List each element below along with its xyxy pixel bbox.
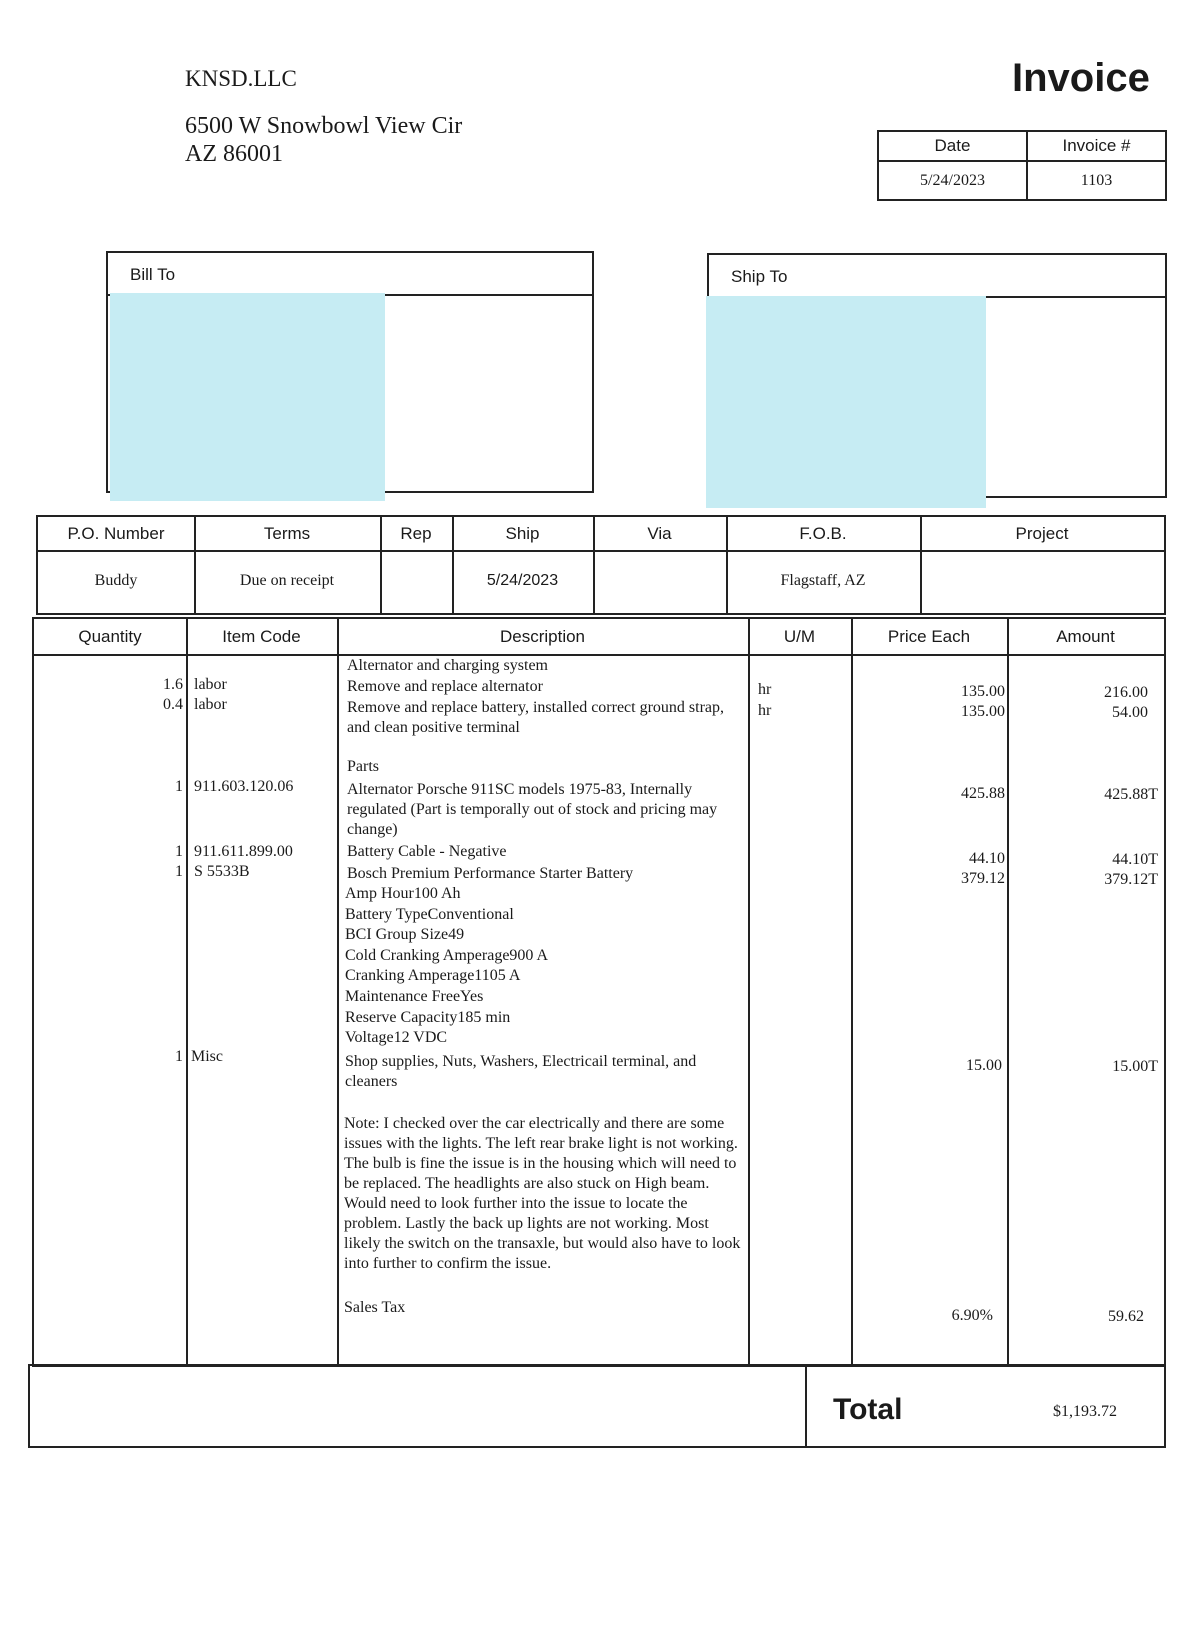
line-item-quantity: 1 [175, 843, 183, 860]
company-address-line1: 6500 W Snowbowl View Cir [185, 113, 463, 139]
line-item-description: Alternator and charging system [347, 657, 548, 674]
line-item-price: 135.00 [961, 683, 1005, 700]
sales-tax-rate: 6.90% [951, 1307, 993, 1324]
line-item-description: Alternator Porsche 911SC models 1975-83, Internally regulated (Part is temporally out of stock and pricing may change) [347, 781, 718, 838]
item-code-header: Item Code [222, 627, 301, 646]
line-item-amount: 216.00 [1104, 684, 1148, 701]
project-header: Project [1015, 524, 1069, 543]
company-address-line2: AZ 86001 [185, 141, 283, 167]
date-column [879, 132, 1028, 199]
ship-date-value: 5/24/2023 [486, 572, 559, 589]
line-item-quantity: 1 [175, 863, 183, 880]
line-item-quantity: 1 [175, 1048, 183, 1065]
line-item-description: BCI Group Size49 [345, 926, 465, 943]
invoice-number-label: Invoice # [1028, 132, 1165, 162]
quantity-header: Quantity [78, 627, 142, 646]
rep-header: Rep [400, 524, 432, 543]
line-item-price: 44.10 [969, 850, 1005, 867]
line-item-code: Misc [191, 1048, 223, 1065]
po-number-header: P.O. Number [67, 524, 165, 543]
line-item-quantity: 0.4 [163, 696, 183, 713]
document-title: Invoice [1012, 56, 1150, 100]
project-value [920, 553, 1164, 613]
line-item-um: hr [758, 702, 772, 719]
total-box [28, 1364, 1166, 1448]
bill-to-redaction [110, 293, 385, 501]
order-info-table [36, 515, 1166, 615]
line-item-amount: 379.12T [1104, 871, 1158, 888]
line-item-code: labor [194, 696, 227, 713]
price-each-header: Price Each [887, 627, 971, 646]
line-item-description: Voltage12 VDC [345, 1029, 448, 1046]
ship-header: Ship [505, 524, 540, 543]
line-item-description: Reserve Capacity185 min [345, 1009, 511, 1026]
line-item-description: Cold Cranking Amperage900 A [345, 947, 549, 964]
po-number-value: Buddy [94, 572, 138, 589]
line-item-price: 425.88 [961, 785, 1005, 802]
amount-header: Amount [1056, 627, 1115, 646]
line-item-price: 15.00 [966, 1057, 1002, 1074]
date-label: Date [879, 132, 1026, 162]
sales-tax-label: Sales Tax [344, 1299, 406, 1316]
invoice-meta-box [877, 130, 1167, 201]
fob-header: F.O.B. [799, 524, 847, 543]
terms-header: Terms [263, 524, 311, 543]
line-item-price: 135.00 [961, 703, 1005, 720]
line-item-description: Remove and replace alternator [347, 678, 543, 695]
ship-to-label: Ship To [709, 255, 1165, 298]
total-label: Total [833, 1393, 903, 1426]
fob-value: Flagstaff, AZ [780, 572, 866, 589]
bill-to-label: Bill To [108, 253, 592, 296]
sales-tax-amount: 59.62 [1108, 1308, 1144, 1325]
total-amount: $1,193.72 [1053, 1403, 1117, 1420]
description-header: Description [499, 627, 586, 646]
line-item-description: Battery Cable - Negative [347, 843, 507, 860]
um-header: U/M [783, 627, 816, 646]
line-item-description: Shop supplies, Nuts, Washers, Electricail terminal, and cleaners [345, 1053, 697, 1090]
via-header: Via [647, 524, 672, 543]
terms-value: Due on receipt [239, 572, 335, 589]
line-item-amount: 54.00 [1112, 704, 1148, 721]
technician-note: Note: I checked over the car electrically and there are some issues with the lights. The left rear brake light is not working. The bulb is fine the issue is in the housing which will need to be replaced. The headlights are also stuck on High beam. Would need to look further into the issue to locate the problem. Lastly the back up lights are not working. Most likely the switch on the transaxle, but would also have to look into further to confirm the issue. [344, 1115, 741, 1272]
company-name: KNSD.LLC [185, 66, 297, 91]
invoice-date: 5/24/2023 [920, 172, 985, 189]
line-item-description: Bosch Premium Performance Starter Battery [347, 865, 634, 882]
line-item-description: Battery TypeConventional [345, 906, 514, 923]
line-item-um: hr [758, 681, 772, 698]
line-item-amount: 425.88T [1104, 786, 1158, 803]
line-item-code: S 5533B [194, 863, 250, 880]
line-item-code: 911.611.899.00 [194, 843, 293, 860]
line-item-quantity: 1.6 [163, 676, 183, 693]
line-item-quantity: 1 [175, 778, 183, 795]
line-item-description: Parts [347, 758, 379, 775]
ship-to-redaction [706, 296, 986, 508]
line-item-description: Maintenance FreeYes [345, 988, 484, 1005]
line-item-amount: 44.10T [1112, 851, 1158, 868]
line-item-description: Amp Hour100 Ah [345, 885, 461, 902]
via-value [593, 553, 726, 613]
line-item-amount: 15.00T [1112, 1058, 1158, 1075]
line-item-description: Cranking Amperage1105 A [345, 967, 521, 984]
invoice-number: 1103 [1080, 172, 1113, 189]
rep-value [380, 553, 452, 613]
line-item-price: 379.12 [961, 870, 1005, 887]
line-item-code: labor [194, 676, 227, 693]
invoice-number-column [1028, 132, 1165, 199]
line-item-description: Remove and replace battery, installed correct ground strap, and clean positive terminal [347, 699, 725, 736]
line-item-code: 911.603.120.06 [194, 778, 294, 795]
